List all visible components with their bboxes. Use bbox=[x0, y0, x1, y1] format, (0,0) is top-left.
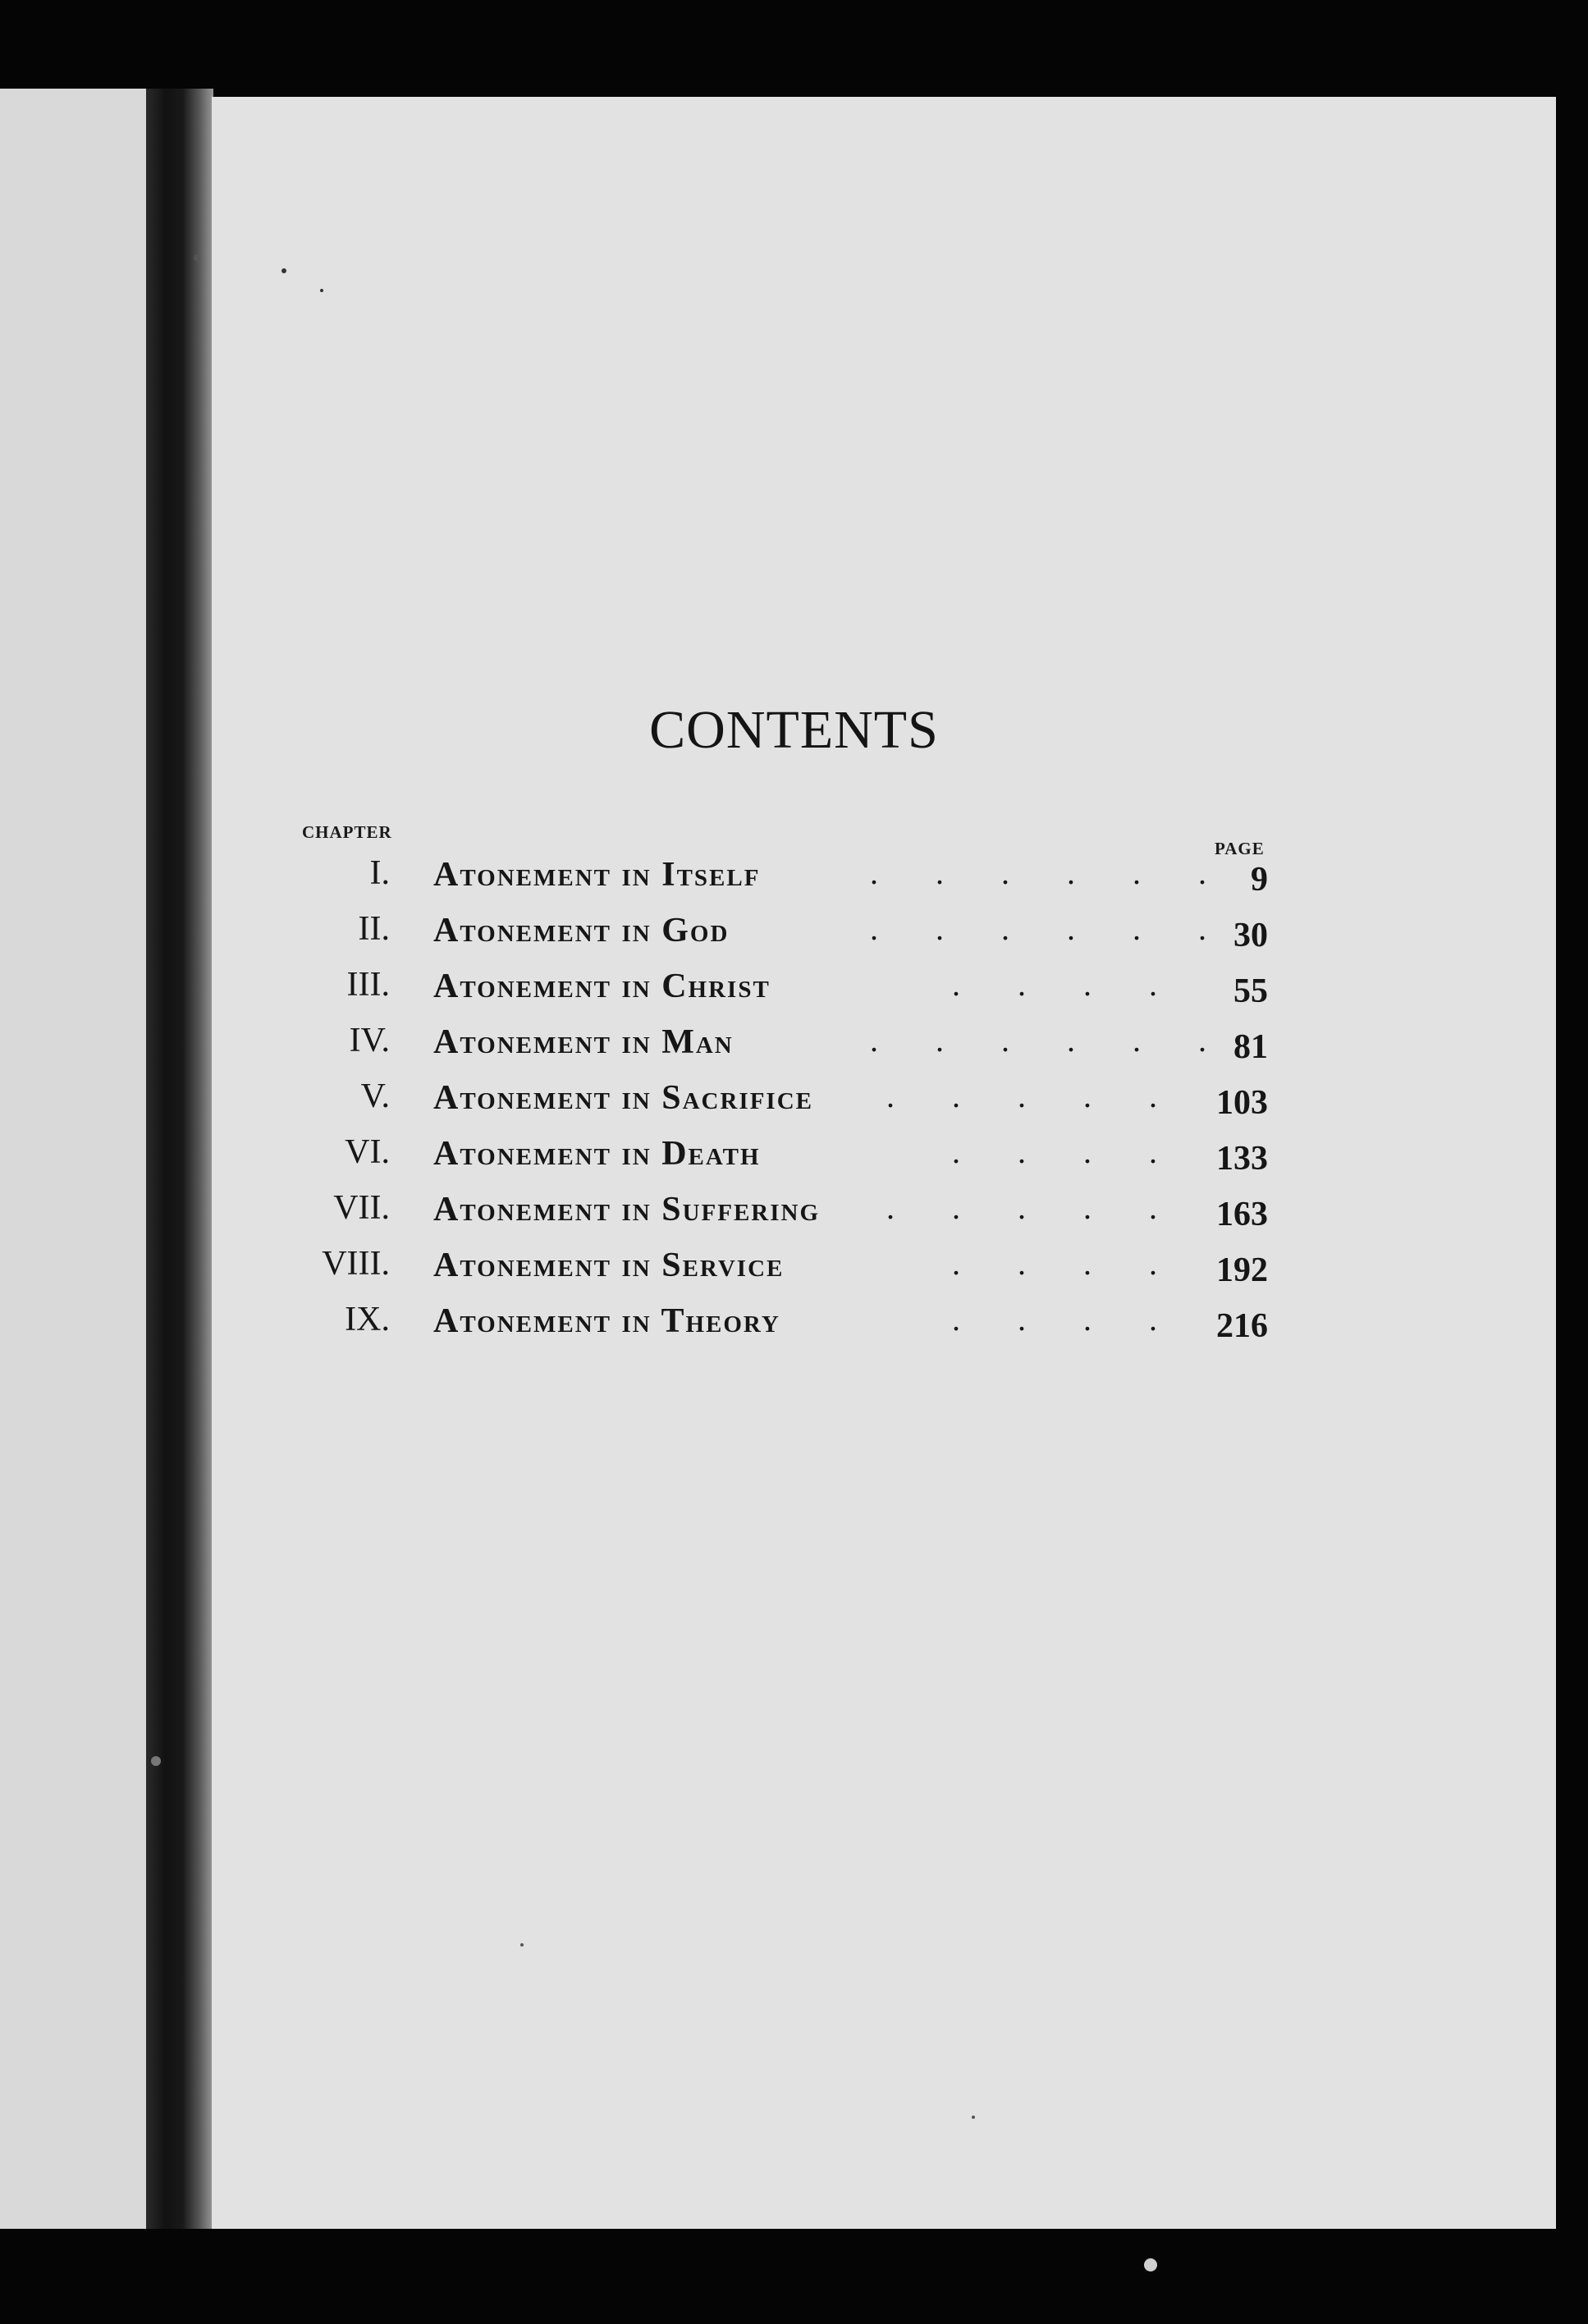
chapter-title: Atonement in Service bbox=[433, 1247, 785, 1284]
chapter-number: IX. bbox=[345, 1301, 390, 1338]
chapter-column-header: CHAPTER bbox=[302, 822, 392, 842]
toc-entry bbox=[0, 853, 1588, 908]
toc-entry bbox=[0, 1244, 1588, 1298]
dot-leader: . . . . bbox=[952, 966, 1182, 1003]
chapter-title: Atonement in Itself bbox=[433, 856, 761, 894]
page-column-header: PAGE bbox=[1215, 839, 1265, 858]
chapter-title: Atonement in Christ bbox=[433, 968, 771, 1005]
page-number: 133 bbox=[1216, 1140, 1268, 1178]
toc-entry bbox=[0, 1077, 1588, 1131]
page-number: 81 bbox=[1233, 1028, 1268, 1066]
dot-leader: . . . . . bbox=[886, 1189, 1182, 1226]
chapter-number: V. bbox=[360, 1077, 390, 1115]
chapter-number: VIII. bbox=[322, 1245, 390, 1283]
page-number: 103 bbox=[1216, 1084, 1268, 1122]
dot-leader: . . . . . . bbox=[870, 1022, 1231, 1059]
dot-leader: . . . . . . bbox=[870, 854, 1231, 891]
chapter-number: VII. bbox=[333, 1189, 390, 1227]
chapter-number: VI. bbox=[345, 1133, 390, 1171]
toc-entry bbox=[0, 909, 1588, 963]
chapter-title: Atonement in Man bbox=[433, 1023, 734, 1061]
page-title: CONTENTS bbox=[649, 700, 939, 760]
chapter-title: Atonement in Sacrifice bbox=[433, 1079, 813, 1117]
toc-entry bbox=[0, 1300, 1588, 1354]
chapter-number: I. bbox=[369, 854, 390, 892]
page-number: 192 bbox=[1216, 1251, 1268, 1289]
toc-entry bbox=[0, 1188, 1588, 1242]
page-number: 55 bbox=[1233, 972, 1268, 1010]
dot-leader: . . . . bbox=[952, 1301, 1182, 1338]
page-number: 9 bbox=[1251, 861, 1268, 899]
page-number: 216 bbox=[1216, 1307, 1268, 1345]
chapter-title: Atonement in God bbox=[433, 912, 730, 949]
dot-leader: . . . . bbox=[952, 1245, 1182, 1282]
page-number: 163 bbox=[1216, 1196, 1268, 1233]
dot-leader: . . . . bbox=[952, 1133, 1182, 1170]
chapter-title: Atonement in Death bbox=[433, 1135, 761, 1173]
chapter-number: IV. bbox=[349, 1022, 390, 1059]
page-number: 30 bbox=[1233, 917, 1268, 954]
chapter-number: III. bbox=[346, 966, 390, 1004]
chapter-title: Atonement in Theory bbox=[433, 1302, 780, 1340]
dot-leader: . . . . . bbox=[886, 1077, 1182, 1114]
toc-entry bbox=[0, 965, 1588, 1019]
chapter-number: II. bbox=[358, 910, 390, 948]
chapter-title: Atonement in Suffering bbox=[433, 1191, 821, 1228]
toc-entry bbox=[0, 1021, 1588, 1075]
toc-entry bbox=[0, 1132, 1588, 1187]
dot-leader: . . . . . . bbox=[870, 910, 1231, 947]
